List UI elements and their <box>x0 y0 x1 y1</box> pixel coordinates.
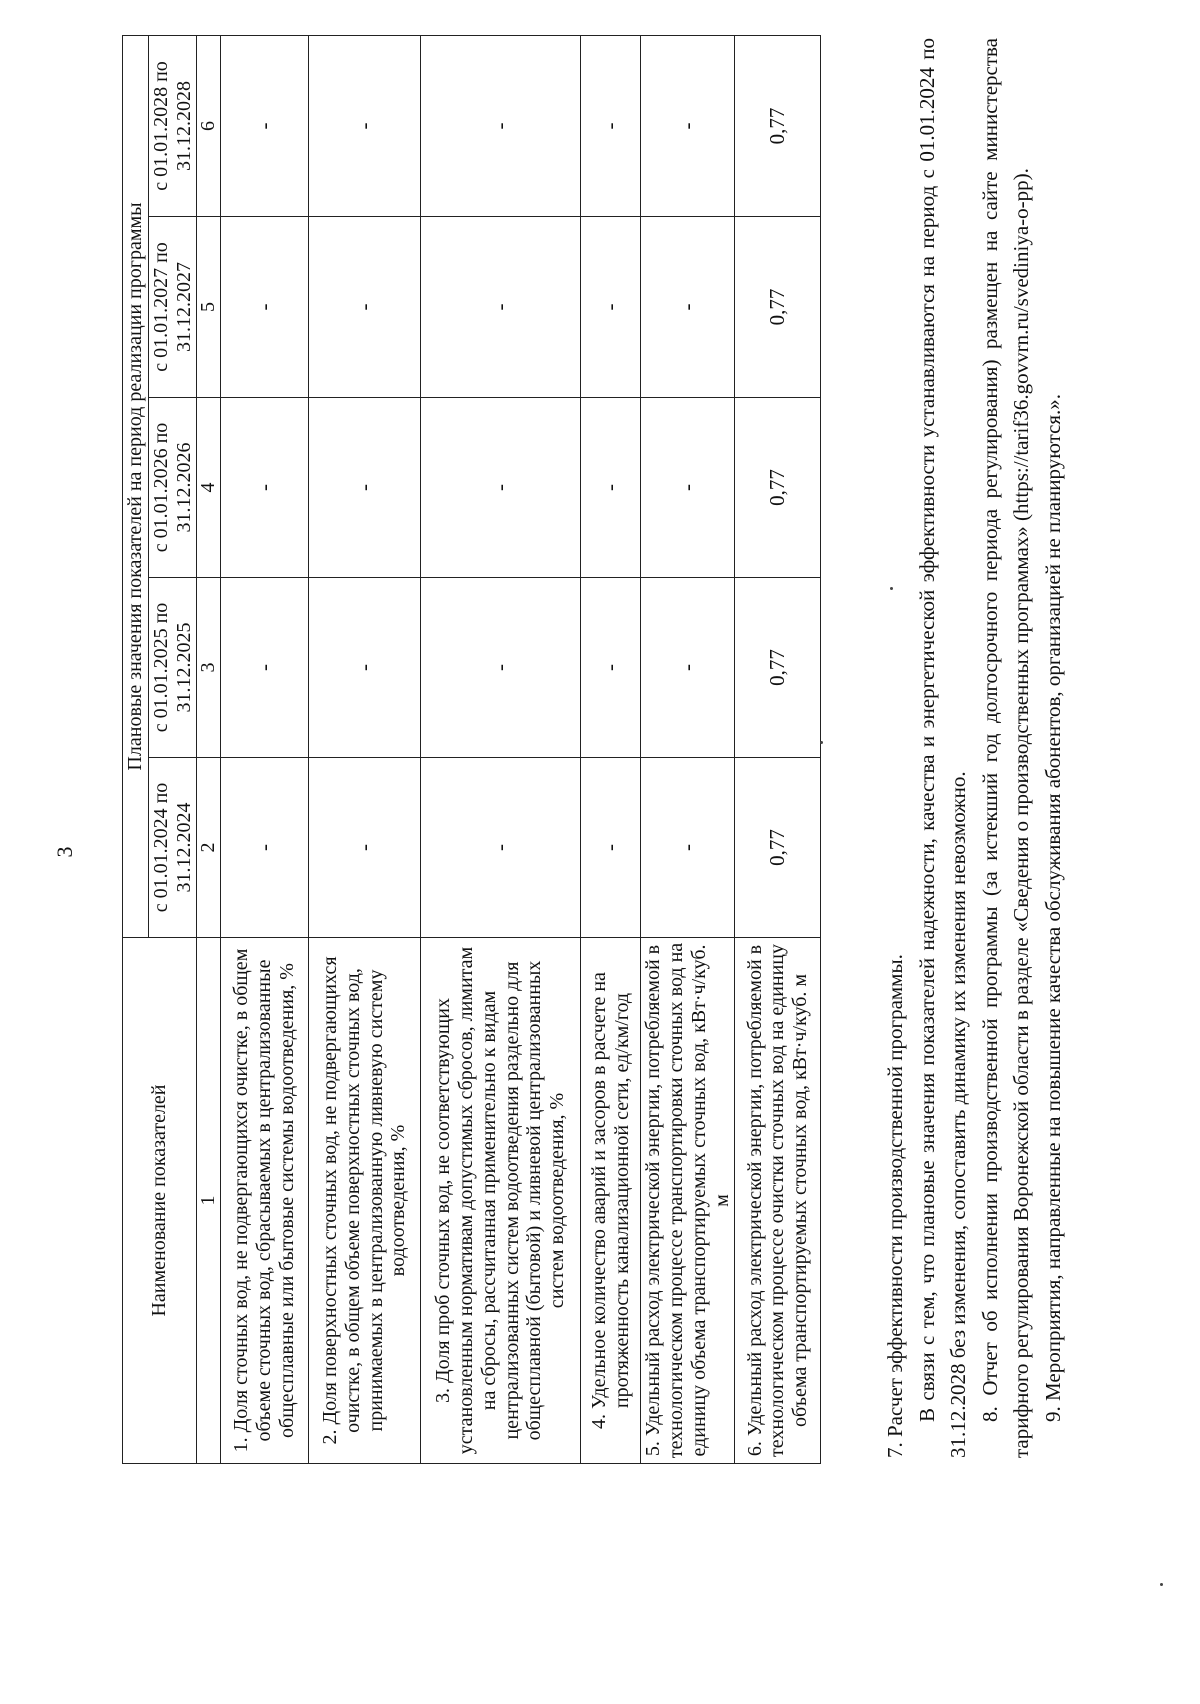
header-period: с 01.01.2028 по 31.12.2028 <box>148 35 197 216</box>
indicator-value: - <box>309 217 421 398</box>
indicator-value: - <box>221 398 309 578</box>
page-number: 3 <box>52 846 77 858</box>
col-number: 2 <box>197 758 221 938</box>
note-7-text: В связи с тем, что плановые значения показателей надежности, качества и энергетической эффективности устанавливаются на период с 01.01.2024 по 31.12.2028 без изменения, сопоставить динамику их изменения невозможно. <box>914 38 970 1458</box>
scan-speck <box>1160 1583 1163 1586</box>
col-number: 1 <box>197 938 221 1464</box>
col-number: 5 <box>197 217 221 398</box>
indicator-name: 2. Доля поверхностных сточных вод, не подвергающихся очистке, в общем объеме поверхностных сточных вод, принимаемых в централизованную ливневую систему водоотведения, % <box>309 938 421 1464</box>
table-header-row <box>123 35 149 1463</box>
note-7-title: 7. Расчет эффективности производственной программы. <box>883 954 907 1458</box>
indicator-value: - <box>581 398 641 578</box>
indicator-value: - <box>581 35 641 216</box>
table-colnum-row <box>197 35 221 1463</box>
scan-speck <box>890 587 893 590</box>
indicator-value: - <box>641 217 735 398</box>
indicator-value: - <box>421 217 581 398</box>
col-number: 4 <box>197 398 221 578</box>
header-group-title: Плановые значения показателей на период реализации программы <box>123 35 149 937</box>
indicator-name: 3. Доля проб сточных вод, не соответствующих установленным нормативам допустимых сбросов, лимитам на сбросы, рассчитанная применительно к видам централизованных систем водоотведения раздельно для общесплавной (бытовой) и ливневой централизованных систем водоотведения, % <box>421 938 581 1464</box>
indicator-value: - <box>221 758 309 938</box>
header-period: с 01.01.2026 по 31.12.2026 <box>148 398 197 578</box>
indicator-name: 6. Удельный расход электрической энергии, потребляемой в технологическом процессе очистки сточных вод на единицу объема транспортируемых сточных вод, кВт·ч/куб. м <box>735 938 821 1464</box>
indicator-value: - <box>421 578 581 758</box>
table-row <box>581 35 641 1463</box>
indicator-name: 4. Удельное количество аварий и засоров в расчете на протяженность канализационной сети, ед/км/год <box>581 938 641 1464</box>
indicator-value: - <box>581 578 641 758</box>
header-period: с 01.01.2027 по 31.12.2027 <box>148 217 197 398</box>
indicator-value: - <box>641 398 735 578</box>
table-row <box>421 35 581 1463</box>
indicator-value: - <box>421 398 581 578</box>
header-name-col: Наименование показателей <box>123 938 197 1464</box>
table-row <box>735 35 821 1463</box>
table-row <box>641 35 735 1463</box>
indicator-value: - <box>421 35 581 216</box>
indicator-value: - <box>641 758 735 938</box>
table-row <box>309 35 421 1463</box>
indicator-value: 0,77 <box>735 758 821 938</box>
indicator-value: - <box>641 35 735 216</box>
indicator-value: - <box>221 35 309 216</box>
indicator-name: 5. Удельный расход электрической энергии, потребляемой в технологическом процессе транспортировки сточных вод на единицу объема транспортируемых сточных вод, кВт·ч/куб. м <box>641 938 735 1464</box>
indicator-value: - <box>309 578 421 758</box>
col-number: 3 <box>197 578 221 758</box>
indicator-value: 0,77 <box>735 35 821 216</box>
note-8-text: 8. Отчет об исполнении производственной программы (за истекший год долгосрочного периода регулирования) размещен на сайте министерства тарифного регулирования Воронежской области в разделе «Сведения о производственных программах» (https://tarif36.govvrn.ru/svediniya-o-pp). <box>977 38 1033 1458</box>
scan-speck <box>820 741 823 744</box>
notes-section <box>880 38 1069 1458</box>
indicator-value: - <box>581 758 641 938</box>
indicator-value: - <box>421 758 581 938</box>
indicators-table <box>122 35 821 1464</box>
indicator-value: 0,77 <box>735 398 821 578</box>
table-row <box>221 35 309 1463</box>
indicator-value: - <box>581 217 641 398</box>
indicator-name: 1. Доля сточных вод, не подвергающихся очистке, в общем объеме сточных вод, сбрасываемых в централизованные общесплавные или бытовые системы водоотведения, % <box>221 938 309 1464</box>
indicator-value: 0,77 <box>735 578 821 758</box>
indicator-value: - <box>309 35 421 216</box>
header-period: с 01.01.2024 по 31.12.2024 <box>148 758 197 938</box>
header-period: с 01.01.2025 по 31.12.2025 <box>148 578 197 758</box>
indicator-value: - <box>309 758 421 938</box>
indicator-value: 0,77 <box>735 217 821 398</box>
indicator-value: - <box>221 217 309 398</box>
note-9-text: 9. Мероприятия, направленные на повышение качества обслуживания абонентов, организацией не планируются.». <box>1040 393 1065 1422</box>
indicator-value: - <box>221 578 309 758</box>
indicator-value: - <box>641 578 735 758</box>
col-number: 6 <box>197 35 221 216</box>
indicator-value: - <box>309 398 421 578</box>
